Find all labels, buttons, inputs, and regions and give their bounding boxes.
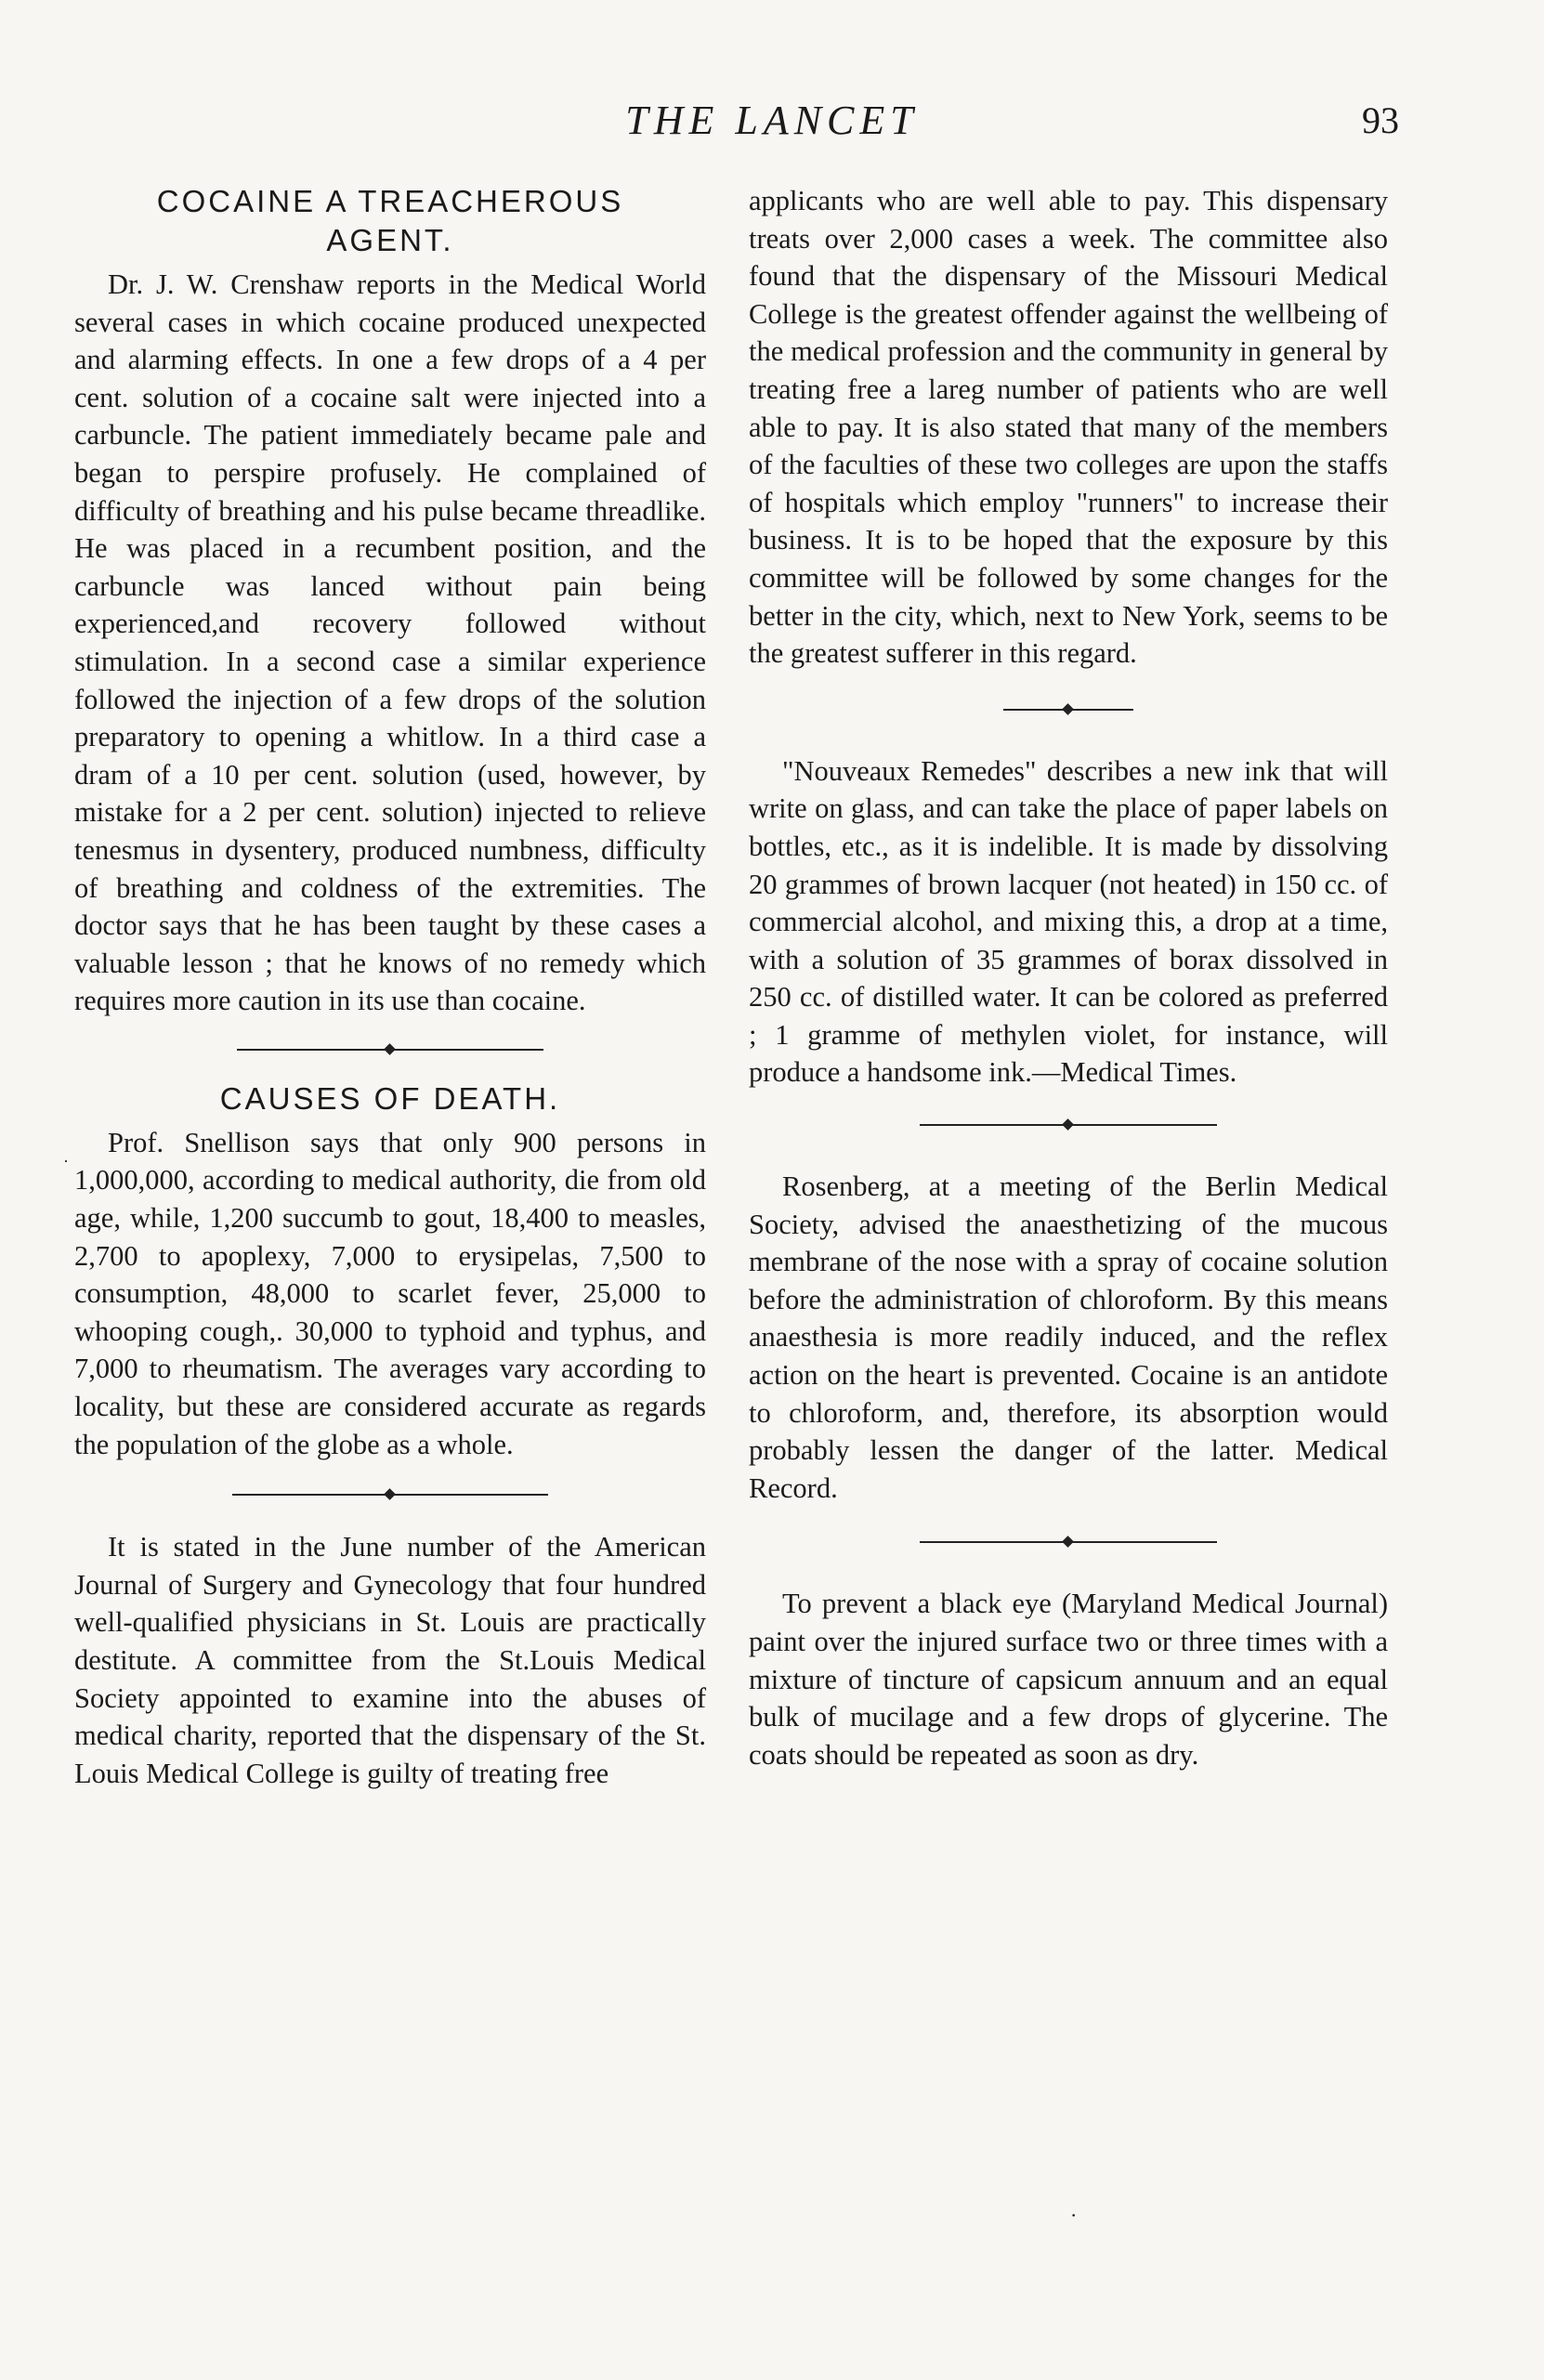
section-divider (920, 1119, 1217, 1131)
st-louis-article-continued: applicants who are well able to pay. This dispensary treats over 2,000 cases a week. The committee also found that the dispensary of the Missouri Medical College is the greatest offender against the wellbeing of the medical profession and the community in general by treating free a lareg number of patients who are well able to pay. It is also stated that many of the members of the faculties of these two colleges are upon the staffs of hospitals which employ "runners" to increase their business. It is to be hoped that the exposure by this committee will be followed by some changes for the better in the city, which, next to New York, seems to be the greatest sufferer in this regard. (749, 185, 1388, 670)
page-number: 93 (1362, 99, 1399, 141)
journal-title: THE LANCET (625, 98, 919, 143)
right-column (749, 182, 1388, 1773)
running-head (0, 97, 1544, 143)
causes-article-body: Prof. Snellison says that only 900 persons in 1,000,000, according to medical authority, die from old age, while, 1,200 succumb to gout, 18,400 to measles, 2,700 to apoplexy, 7,000 to erysipelas, 7,500 to consumption, 48,000 to scarlet fever, 25,000 to whooping cough,. 30,000 to typhoid and typhus, and 7,000 to rheumatism. The averages vary according to locality, but these are considered accurate as regards the population of the globe as a whole. (74, 1126, 706, 1460)
cocaine-article-body: Dr. J. W. Crenshaw reports in the Medical World several cases in which cocaine produced unexpected and alarming effects. In one a few drops of a 4 per cent. solution of a cocaine salt were injected into a carbuncle. The patient immediately became pale and began to perspire profusely. He complained of difficulty of breathing and his pulse became threadlike. He was placed in a recumbent position, and the carbuncle was lanced without pain being experienced,and recovery followed without stimulation. In a second case a similar experience followed the injection of a few drops of the solution preparatory to opening a whitlow. In a third case a dram of a 10 per cent. solution (used, however, by mistake for a 2 per cent. solution) injected to relieve tenesmus in dysentery, produced numbness, difficulty of breathing and coldness of the extremities. The doctor says that he has been taught by these cases a valuable lesson ; that he knows of no remedy which requires more caution in its use than cocaine. (74, 268, 706, 1017)
cocaine-heading-line1: COCAINE A TREACHEROUS (156, 184, 624, 218)
margin-mark: · (63, 1152, 69, 1170)
black-eye-article-body: To prevent a black eye (Maryland Medical Journal) paint over the injured surface two or three times with a mixture of tincture of capsicum annuum and an equal bulk of mucilage and a few drops of glycerine. The coats should be repeated as soon as dry. (749, 1588, 1388, 1771)
causes-heading: CAUSES OF DEATH. (219, 1080, 561, 1116)
rosenberg-article-body: Rosenberg, at a meeting of the Berlin Medical Society, advised the anaesthetizing of the mucous membrane of the nose with a spray of cocaine solution before the administration of chloroform. By this means anaesthesia is more readily induced, and the reflex action on the heart is prevented. Cocaine is an antidote to chloroform, and, therefore, its absorption would probably lessen the danger of the latter. Medical Record. (749, 1170, 1388, 1504)
cocaine-heading-line2: AGENT. (326, 223, 454, 257)
section-divider (232, 1489, 548, 1500)
cocaine-heading (74, 182, 706, 260)
stray-dot: · (1070, 2203, 1078, 2227)
section-divider (237, 1044, 543, 1055)
st-louis-article-body: It is stated in the June number of the American Journal of Surgery and Gynecology that four hundred well-qualified physicians in St. Louis are practically destitute. A committee from the St.Louis Medical Society appointed to examine into the abuses of medical charity, reported that the dispensary of the St. Louis Medical College is guilty of treating free (74, 1531, 706, 1789)
ink-article-body: "Nouveaux Remedes" describes a new ink that will write on glass, and can take the place of paper labels on bottles, etc., as it is indelible. It is made by dissolving 20 grammes of brown lacquer (not heated) in 150 cc. of commercial alcohol, and mixing this, a drop at a time, with a solution of 35 grammes of borax dissolved in 250 cc. of distilled water. It can be colored as preferred ; 1 gramme of methylen violet, for instance, will produce a handsome ink.—Medical Times. (749, 754, 1388, 1089)
left-column (74, 182, 706, 1792)
section-divider (1003, 704, 1133, 715)
section-divider (920, 1537, 1217, 1548)
